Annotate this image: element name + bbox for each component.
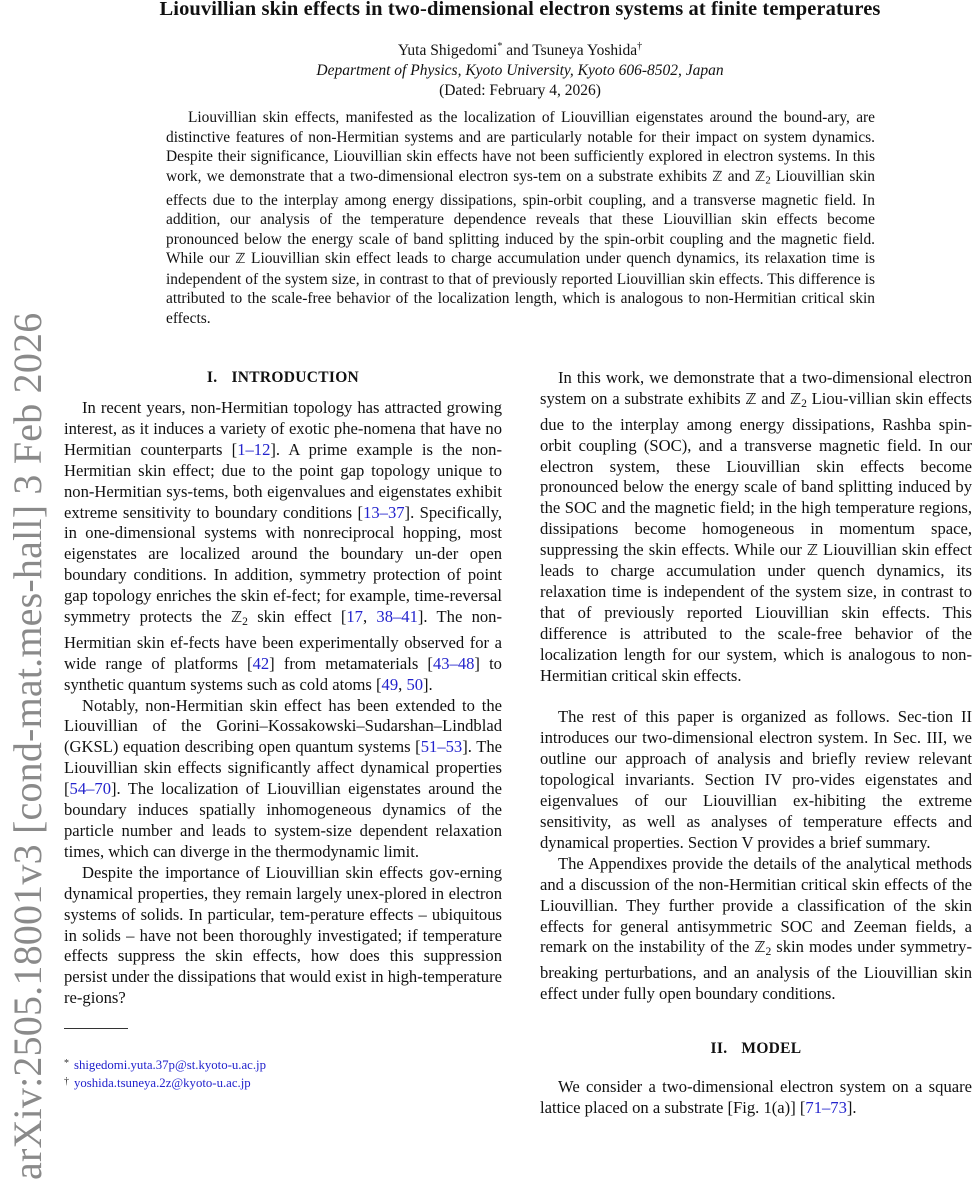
author-name: Yuta Shigedomi bbox=[397, 42, 498, 60]
paragraph bbox=[64, 696, 502, 863]
math-subscript: 2 bbox=[765, 174, 771, 187]
paragraph bbox=[64, 398, 502, 696]
arxiv-stamp: arXiv:2505.18001v3 [cond-mat.mes-hall] 3 Feb 2026 bbox=[5, 312, 50, 1180]
footnote bbox=[64, 1074, 502, 1092]
text: ] to synthetic quantum systems such as cold atoms [ bbox=[64, 653, 502, 694]
math-subscript: 2 bbox=[801, 396, 807, 410]
right-column bbox=[540, 368, 972, 1119]
citation-link[interactable]: 50 bbox=[406, 674, 424, 694]
text: ]. The non-Hermitian skin ef-fects have been experimentally observed for a wide range of platforms [ bbox=[64, 607, 503, 673]
text: , bbox=[398, 674, 407, 694]
section-number: II. bbox=[710, 1040, 728, 1058]
text: skin modes under symmetry-breaking perturbations, and an analysis of the Liouvillian skin effect under fully open boundary conditions. bbox=[540, 937, 972, 1004]
text: ] from metamaterials [ bbox=[269, 653, 433, 673]
text: ]. bbox=[846, 1097, 857, 1117]
footnote-mark: † bbox=[64, 1075, 69, 1087]
footnote-mark[interactable]: † bbox=[637, 41, 643, 52]
math-subscript: 2 bbox=[242, 614, 248, 628]
text: ]. The Liouvillian skin effects significantly affect dynamical properties [ bbox=[64, 737, 502, 799]
math-symbol: ℤ bbox=[745, 389, 757, 408]
math-symbol: ℤ bbox=[755, 168, 766, 185]
text: ]. The localization of Liouvillian eigenstates around the boundary induces spatially inhomogeneous dynamics of the particle number and leads to system-size dependent relaxation times, which can diverge in the thermodynamic limit. bbox=[64, 779, 502, 861]
math-symbol: ℤ bbox=[712, 168, 723, 185]
author-line bbox=[0, 41, 972, 60]
text: In recent years, non-Hermitian topology has attracted growing interest, as it induces a variety of exotic phe-nomena that have no Hermitian counterparts [ bbox=[64, 398, 502, 459]
text: Notably, non-Hermitian skin effect has been extended to the Liouvillian of the Gorini–Kossakowski–Sudarshan–Lindblad (GKSL) equation describing open quantum systems [ bbox=[64, 695, 502, 757]
section-heading-introduction bbox=[64, 368, 502, 390]
citation-link[interactable]: 13–37 bbox=[363, 502, 405, 522]
abstract-text: Liouvillian skin effect leads to charge accumulation under quench dynamics, its relaxation time is independent of the system size, in contrast to that of previously reported Liouvillian skin effects. This difference is attributed to the scale-free behavior of the localization length, which is analogous to non-Hermitian critical skin effects. bbox=[166, 250, 875, 327]
paragraph bbox=[540, 1077, 972, 1119]
text: skin effect [ bbox=[247, 607, 347, 627]
paper-title: Liouvillian skin effects in two-dimensional electron systems at finite temperatures bbox=[159, 0, 881, 20]
paragraph bbox=[540, 854, 972, 1005]
footnote-mark[interactable]: * bbox=[497, 41, 503, 52]
text: In this work, we demonstrate that a two-dimensional electron system on a substrate exhibits bbox=[540, 368, 972, 408]
abstract-text: Liouvillian skin effects due to the interplay among energy dissipations, spin-orbit coupling, and a transverse magnetic field. In addition, our analysis of the temperature dependence reveals that these Liouvillian skin effects become pronounced below the energy scale of band splitting induced by the spin-orbit coupling and the magnetic field. While our bbox=[166, 167, 875, 268]
text: Liouvillian skin effect leads to charge accumulation under quench dynamics, its relaxation time is independent of the system size, in contrast to that of previously reported Liouvillian skin effects. This difference is attributed to the scale-free behavior of the localization length for our system, which is analogous to non-Hermitian critical skin effects. bbox=[540, 540, 972, 685]
citation-link[interactable]: 49 bbox=[381, 674, 399, 694]
citation-link[interactable]: 1–12 bbox=[237, 439, 271, 459]
text: ]. Specifically, in one-dimensional systems with nonreciprocal hopping, most eigenstates are localized around the boundary un-der open boundary conditions. In addition, symmetry protection of point gap topology enriches the skin ef-fect; for example, time-reversal symmetry protects the bbox=[64, 502, 502, 627]
paragraph: Despite the importance of Liouvillian skin effects gov-erning dynamical properties, they remain largely unex-plored in electron systems of solids. In particular, tem-perature effects – ubiquitous in solids – have not been thoroughly investigated; if temperature effects suppress the skin effects, how does this suppression persist under the dissipations that would exist in high-temperature re-gions? bbox=[64, 862, 502, 1008]
citation-link[interactable]: 43–48 bbox=[432, 653, 475, 673]
paragraph bbox=[540, 368, 972, 686]
citation-link[interactable]: 54–70 bbox=[69, 779, 112, 799]
math-symbol: ℤ bbox=[806, 541, 819, 560]
citation-link[interactable]: 38–41 bbox=[376, 607, 418, 627]
text: We consider a two-dimensional electron system on a square lattice placed on a substrate [Fig. 1(a)] [ bbox=[540, 1077, 972, 1117]
section-title: MODEL bbox=[741, 1040, 802, 1058]
author-conjunction: and bbox=[502, 42, 533, 60]
footnote-mark: * bbox=[64, 1058, 69, 1070]
email-link[interactable]: yoshida.tsuneya.2z@kyoto-u.ac.jp bbox=[74, 1075, 251, 1090]
citation-link[interactable]: 51–53 bbox=[420, 737, 463, 757]
abstract-text: Liouvillian skin effects, manifested as the localization of Liouvillian eigenstates around the bound-ary, are distinctive features of non-Hermitian systems and are particularly notable for their impact on system dynamics. Despite their significance, Liouvillian skin effects have not been sufficiently explored in electron systems. In this work, we demonstrate that a two-dimensional electron sys-tem on a substrate exhibits bbox=[166, 109, 875, 185]
citation-link[interactable]: 42 bbox=[252, 653, 270, 673]
math-subscript: 2 bbox=[765, 945, 772, 959]
footnote bbox=[64, 1056, 502, 1074]
text: The Appendixes provide the details of the analytical methods and a discussion of the non-Hermitian critical skin effects of the Liouvillian. They further provide a classification of the skin effects for general antisymmetric SOC and Zeeman fields, a remark on the instability of the bbox=[540, 853, 972, 957]
text: , bbox=[362, 607, 377, 627]
date-line: (Dated: February 4, 2026) bbox=[439, 82, 601, 99]
affiliation: Department of Physics, Kyoto University, Kyoto 606-8502, Japan bbox=[316, 62, 724, 79]
email-link[interactable]: shigedomi.yuta.37p@st.kyoto-u.ac.jp bbox=[74, 1058, 266, 1073]
math-symbol: ℤ bbox=[235, 251, 246, 268]
left-column bbox=[64, 368, 502, 1091]
section-heading-model bbox=[540, 1039, 972, 1061]
paragraph: The rest of this paper is organized as follows. Sec-tion II introduces our two-dimensional electron system. In Sec. III, we outline our approach of analysis and briefly review relevant topological invariants. Section IV pro-vides eigenstates and eigenvalues of our Liouvillian ex-hibiting the extreme sensitivity, as well as analyses of temperature effects and dynamical properties. Section V provides a brief summary. bbox=[540, 707, 972, 852]
text: Liou-villian skin effects due to the interplay among energy dissipations, Rashba spin-orbit coupling (SOC), and a transverse magnetic field. In our electron system, these Liouvillian skin effects become pronounced below the energy scale of band splitting induced by the SOC and the magnetic field; in the high temperature regions, dissipations become homogeneous in momentum space, suppressing the skin effects. While our bbox=[540, 388, 972, 560]
math-symbol: ℤ bbox=[754, 938, 766, 957]
citation-link[interactable]: 71–73 bbox=[805, 1097, 847, 1117]
section-number: I. bbox=[206, 369, 218, 386]
text: and bbox=[756, 388, 790, 408]
math-symbol: ℤ bbox=[230, 608, 243, 627]
author-name: Tsuneya Yoshida bbox=[532, 42, 638, 60]
text: ]. bbox=[423, 674, 433, 694]
abstract bbox=[166, 108, 875, 328]
abstract-text: and bbox=[722, 167, 756, 185]
math-symbol: ℤ bbox=[789, 389, 802, 408]
citation-link[interactable]: 17 bbox=[346, 607, 363, 627]
section-title: INTRODUCTION bbox=[231, 369, 360, 386]
text: ]. A prime example is the non-Hermitian skin effect; due to the point gap topology unique to non-Hermitian sys-tems, both eigenvalues and eigenstates exhibit extreme sensitivity to boundary conditions [ bbox=[64, 439, 502, 522]
